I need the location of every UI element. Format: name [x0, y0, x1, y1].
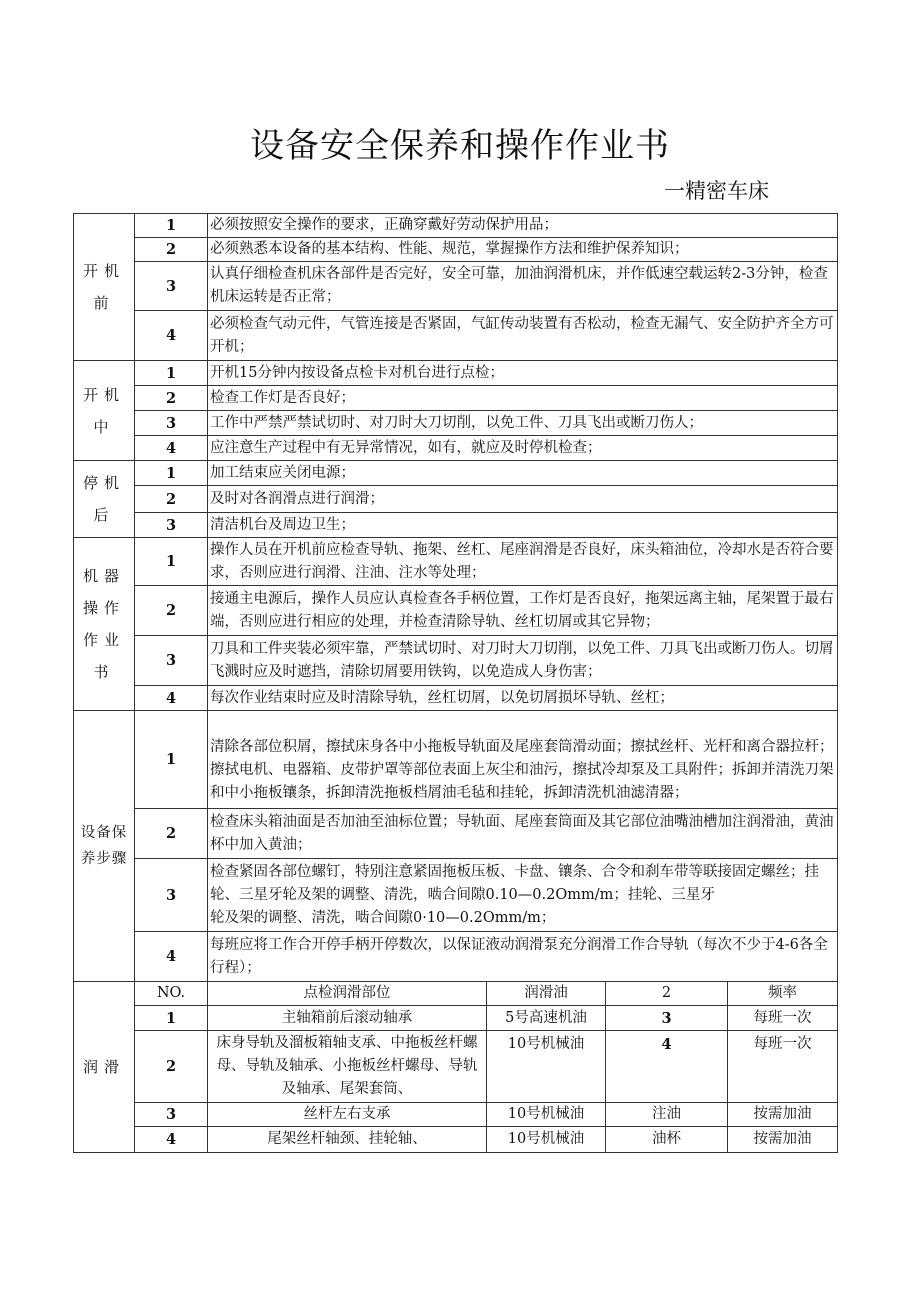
item-number: 3: [135, 262, 208, 311]
item-number: 2: [135, 486, 208, 513]
lube-row-frequency: 按需加油: [728, 1103, 838, 1127]
item-number: 1: [135, 214, 208, 238]
section-label-during: 开机 中: [74, 361, 135, 461]
lube-header-oil: 润滑油: [487, 982, 606, 1006]
lube-row-frequency: 每班一次: [728, 1006, 838, 1031]
lube-header-method: 2: [606, 982, 728, 1006]
item-text: 认真仔细检查机床各部件是否完好，安全可靠，加油润滑机床，并作低速空载运转2-3分钟，检查机床运转是否正常；: [208, 262, 838, 311]
lube-row-part: 丝杆左右支承: [208, 1103, 487, 1127]
item-number: 3: [135, 859, 208, 932]
item-text: 开机15分钟内按设备点检卡对机台进行点检；: [208, 361, 838, 386]
item-number: 3: [135, 411, 208, 436]
item-number: 2: [135, 586, 208, 636]
item-text: 加工结束应关闭电源；: [208, 461, 838, 486]
item-number: 4: [135, 686, 208, 711]
item-text: 应注意生产过程中有无异常情况，如有，就应及时停机检查；: [208, 436, 838, 461]
section-label-after: 停机 后: [74, 461, 135, 538]
lube-row-oil: 10号机械油: [487, 1103, 606, 1127]
lube-row-no: 3: [135, 1103, 208, 1127]
item-text: 及时对各润滑点进行润滑；: [208, 486, 838, 513]
item-text: 每班应将工作合开停手柄开停数次，以保证液动润滑泵充分润滑工作合导轨（每次不少于4-6各全行程）；: [208, 932, 838, 982]
work-instruction-table: [73, 213, 838, 1153]
lube-row-method: 油杯: [606, 1127, 728, 1153]
item-number: 1: [135, 711, 208, 809]
item-number: 4: [135, 311, 208, 361]
lube-row-oil: 10号机械油: [487, 1031, 606, 1103]
item-number: 1: [135, 361, 208, 386]
lube-header-no: NO.: [135, 982, 208, 1006]
item-text-line: 检查紧固各部位螺钉，特别注意紧固拖板压板、卡盘、镶条、合令和刹车带等联接固定螺丝；挂轮、三星牙轮及架的调整、清洗，啮合间隙0.10—0.2Omm/m；挂轮、三星牙: [210, 863, 819, 903]
lube-row-no: 2: [135, 1031, 208, 1103]
section-label-lubrication: 润滑: [74, 982, 135, 1153]
section-label-maintenance: 设备保 养步骤: [74, 711, 135, 982]
item-number: 1: [135, 538, 208, 586]
item-text: 清除各部位积屑，擦拭床身各中小拖板导轨面及尾座套筒滑动面；擦拭丝杆、光杆和离合器拉杆；擦拭电机、电器箱、皮带护罩等部位表面上灰尘和油污，擦拭冷却泵及工具附件；拆卸并清洗刀架和中小拖板镶条，拆卸清洗拖板档屑油毛毡和挂轮，拆卸清洗机油滤清器；: [208, 711, 838, 809]
lube-row-part: 尾架丝杆轴颈、挂轮轴、: [208, 1127, 487, 1153]
item-text: 必须熟悉本设备的基本结构、性能、规范，掌握操作方法和维护保养知识；: [208, 238, 838, 262]
lube-row-method: 4: [606, 1031, 728, 1103]
item-text: 检查床头箱油面是否加油至油标位置；导轨面、尾座套筒面及其它部位油嘴油槽加注润滑油，黄油杯中加入黄油；: [208, 809, 838, 859]
lube-row-no: 1: [135, 1006, 208, 1031]
item-text-line: 轮及架的调整、清洗，啮合间隙0·10—0.2Omm/m；: [210, 909, 556, 926]
item-text: 必须按照安全操作的要求，正确穿戴好劳动保护用品；: [208, 214, 838, 238]
item-number: 2: [135, 809, 208, 859]
item-number: 3: [135, 636, 208, 686]
lube-row-oil: 5号高速机油: [487, 1006, 606, 1031]
item-number: 1: [135, 461, 208, 486]
item-text: 工作中严禁严禁试切时、对刀时大刀切削，以免工件、刀具飞出或断刀伤人；: [208, 411, 838, 436]
lube-header-frequency: 频率: [728, 982, 838, 1006]
item-number: 2: [135, 386, 208, 411]
item-text: 操作人员在开机前应检查导轨、拖架、丝杠、尾座润滑是否良好，床头箱油位，冷却水是否符合要求，否则应进行润滑、注油、注水等处理；: [208, 538, 838, 586]
item-text: [208, 859, 838, 932]
item-number: 2: [135, 238, 208, 262]
lube-header-part: 点检润滑部位: [208, 982, 487, 1006]
section-label-operation: 机器 操作 作业 书: [74, 538, 135, 711]
item-text: 接通主电源后，操作人员应认真检查各手柄位置，工作灯是否良好，拖架远离主轴，尾架置于最右端，否则应进行相应的处理，并检查清除导轨、丝杠切屑或其它异物；: [208, 586, 838, 636]
lube-row-method: 注油: [606, 1103, 728, 1127]
item-text: 必须检查气动元件，气管连接是否紧固，气缸传动装置有否松动，检查无漏气、安全防护齐全方可开机；: [208, 311, 838, 361]
item-number: 3: [135, 513, 208, 538]
lube-row-method: 3: [606, 1006, 728, 1031]
lube-row-part: 床身导轨及溜板箱轴支承、中拖板丝杆螺母、导轨及轴承、小拖板丝杆螺母、导轨及轴承、尾架套筒、: [208, 1031, 487, 1103]
page-title: 设备安全保养和操作作业书: [250, 126, 670, 166]
lube-row-oil: 10号机械油: [487, 1127, 606, 1153]
item-number: 4: [135, 436, 208, 461]
lube-row-no: 4: [135, 1127, 208, 1153]
lube-row-frequency: 每班一次: [728, 1031, 838, 1103]
item-text: 清洁机台及周边卫生；: [208, 513, 838, 538]
lube-row-frequency: 按需加油: [728, 1127, 838, 1153]
item-text: 检查工作灯是否良好；: [208, 386, 838, 411]
item-number: 4: [135, 932, 208, 982]
lube-row-part: 主轴箱前后滚动轴承: [208, 1006, 487, 1031]
item-text: 刀具和工件夹装必须牢靠，严禁试切时、对刀时大刀切削，以免工件、刀具飞出或断刀伤人。切屑飞溅时应及时遮挡，清除切屑要用铁钩，以免造成人身伤害；: [208, 636, 838, 686]
item-text: 每次作业结束时应及时清除导轨，丝杠切屑，以免切屑损坏导轨、丝杠；: [208, 686, 838, 711]
section-label-before-start: 开机 前: [74, 214, 135, 361]
page-subtitle: 一精密车床: [664, 179, 769, 203]
